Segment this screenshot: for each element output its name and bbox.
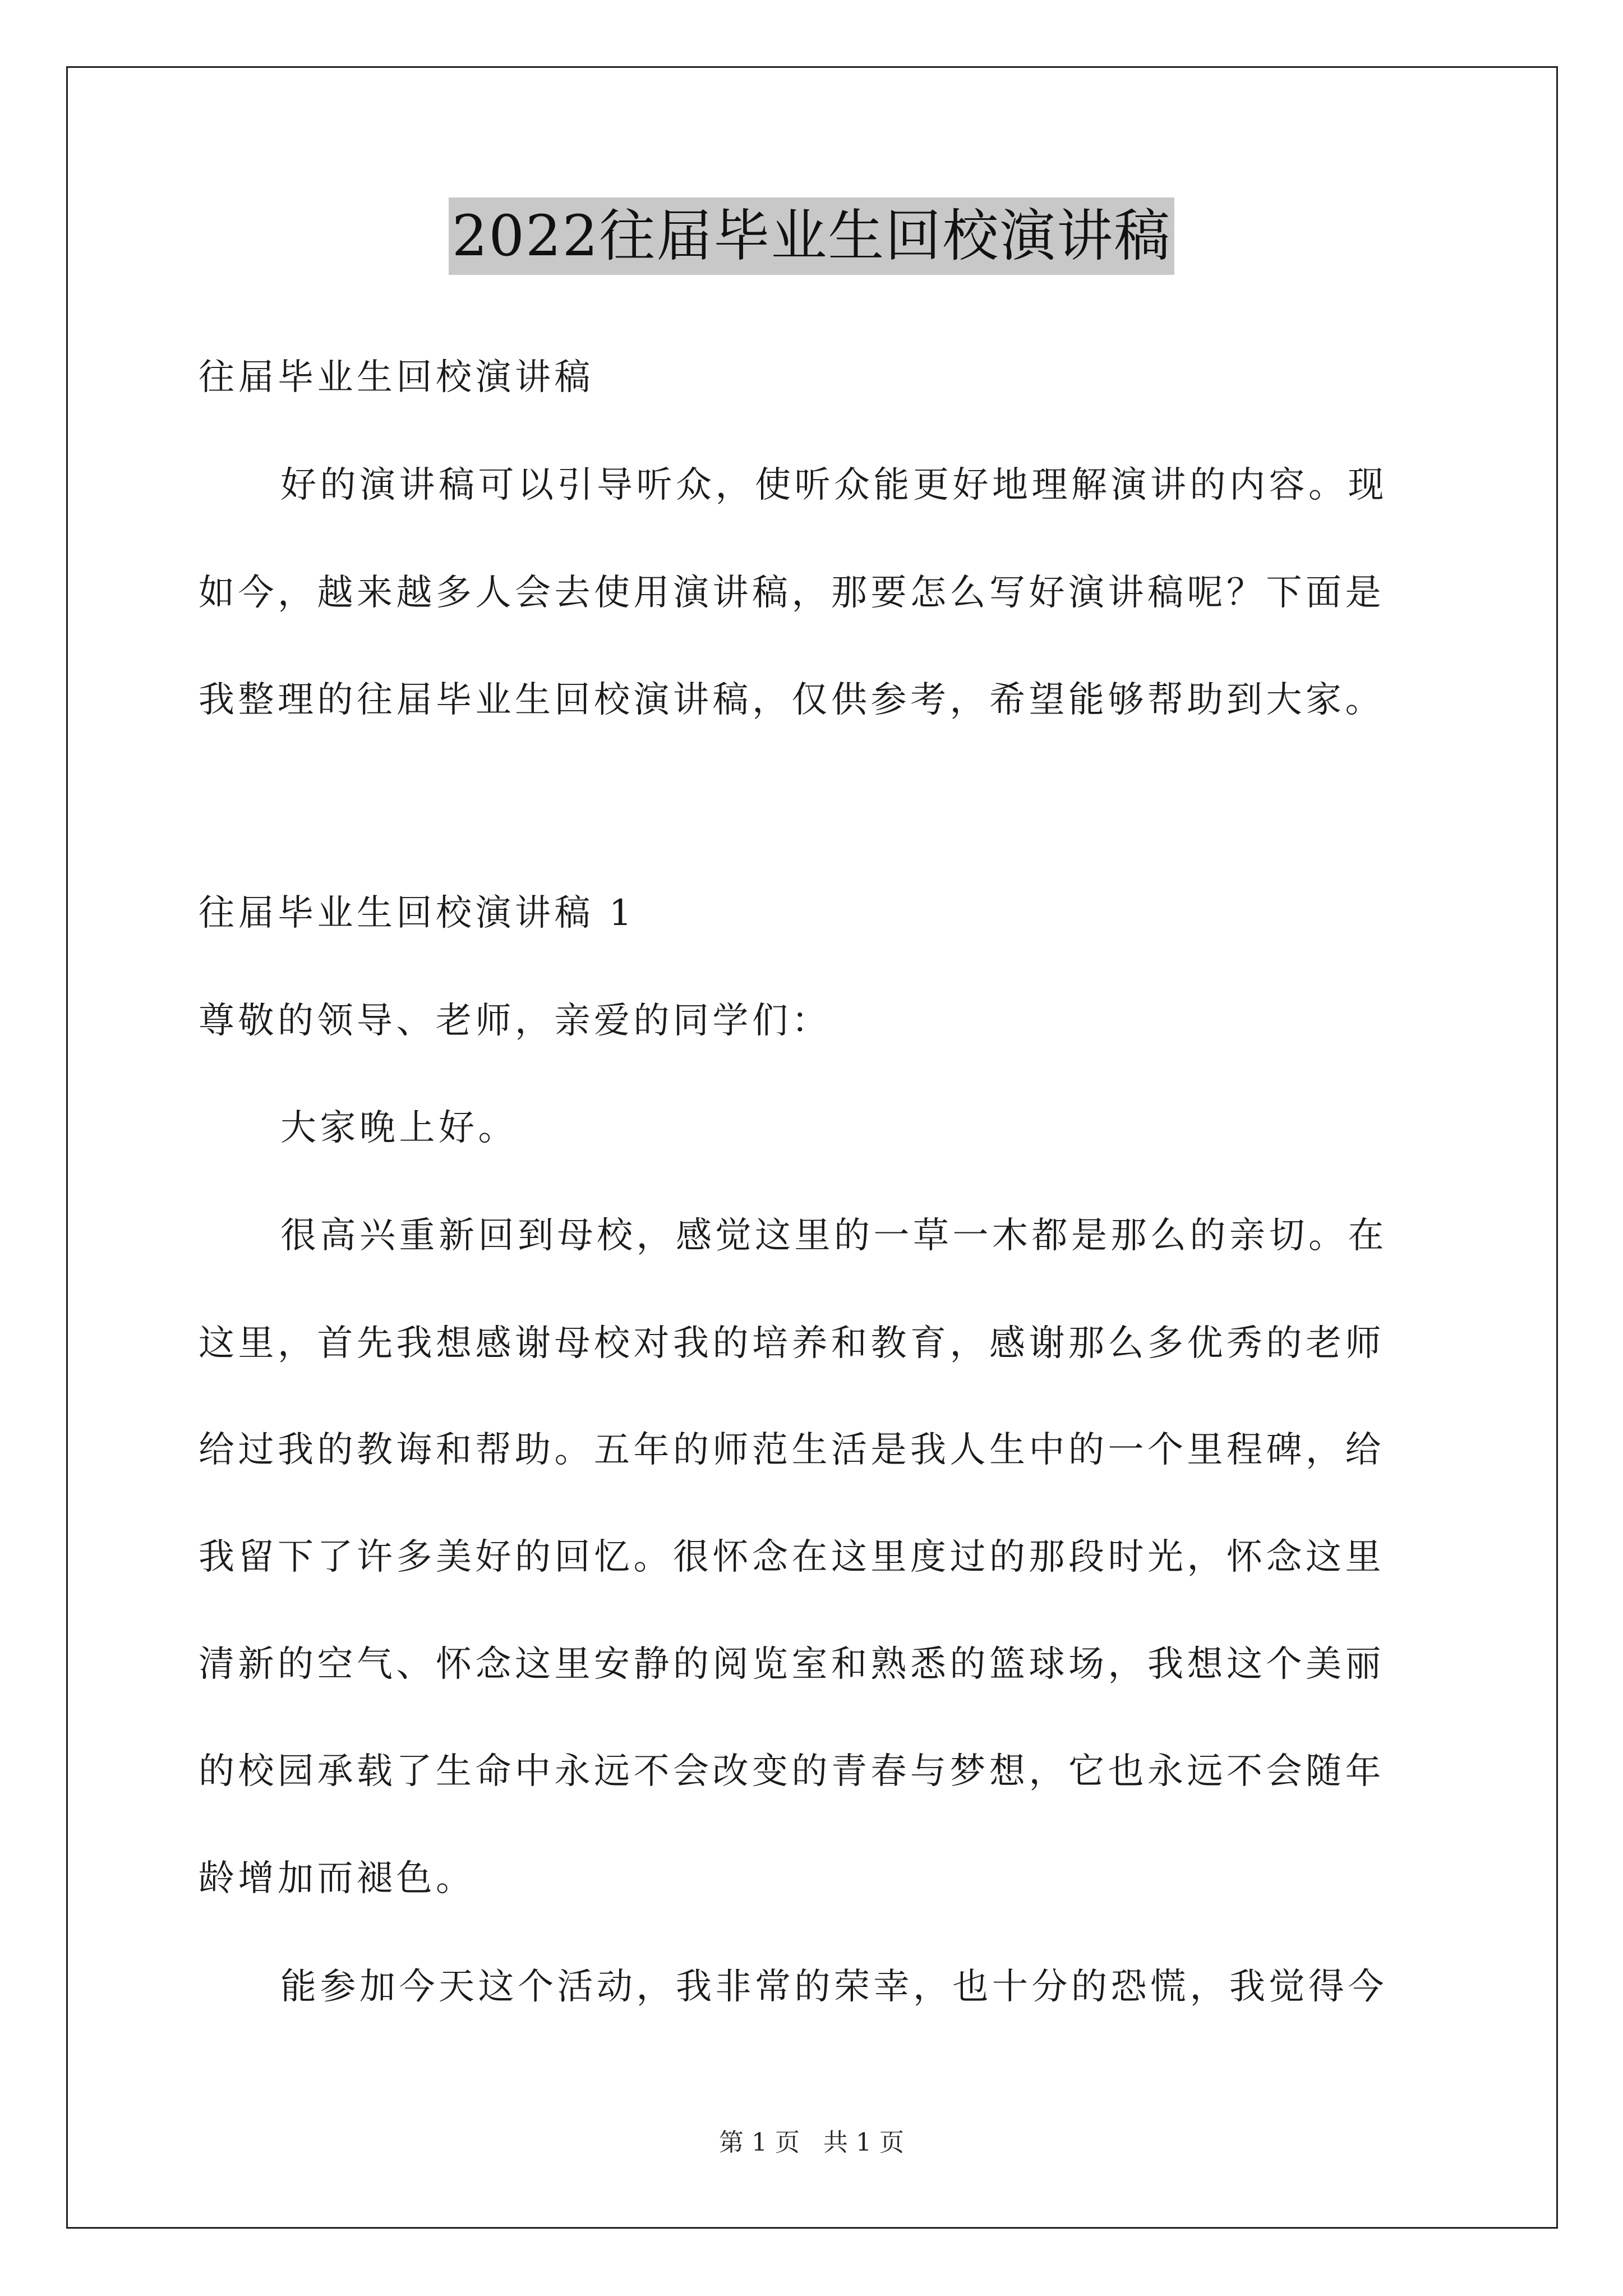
paragraph-line: 清新的空气、怀念这里安静的阅览室和熟悉的篮球场，我想这个美丽 bbox=[199, 1644, 1385, 1685]
salutation: 尊敬的领导、老师，亲爱的同学们： bbox=[199, 1000, 831, 1042]
page-footer bbox=[0, 2126, 1623, 2160]
page-total: 共 1 页 bbox=[823, 2128, 904, 2157]
paragraph-line: 龄增加而褪色。 bbox=[199, 1858, 476, 1899]
greeting: 大家晚上好。 bbox=[280, 1107, 518, 1149]
paragraph-line: 我留下了许多美好的回忆。很怀念在这里度过的那段时光，怀念这里 bbox=[199, 1536, 1385, 1578]
paragraph-line: 给过我的教诲和帮助。五年的师范生活是我人生中的一个里程碑，给 bbox=[199, 1429, 1385, 1471]
paragraph-line: 很高兴重新回到母校，感觉这里的一草一木都是那么的亲切。在 bbox=[280, 1215, 1387, 1257]
intro-line: 如今，越来越多人会去使用演讲稿，那要怎么写好演讲稿呢？下面是 bbox=[199, 572, 1385, 614]
title-container bbox=[0, 197, 1623, 275]
paragraph-line: 能参加今天这个活动，我非常的荣幸，也十分的恐慌，我觉得今 bbox=[280, 1966, 1387, 2008]
paragraph-line: 的校园承载了生命中永远不会改变的青春与梦想，它也永远不会随年 bbox=[199, 1751, 1385, 1792]
intro-line: 好的演讲稿可以引导听众，使听众能更好地理解演讲的内容。现 bbox=[280, 464, 1387, 506]
page-number: 第 1 页 bbox=[719, 2128, 800, 2157]
page-title: 2022往届毕业生回校演讲稿 bbox=[449, 197, 1175, 275]
intro-line: 我整理的往届毕业生回校演讲稿，仅供参考，希望能够帮助到大家。 bbox=[199, 679, 1385, 721]
section-heading: 往届毕业生回校演讲稿 1 bbox=[199, 892, 636, 934]
subtitle: 往届毕业生回校演讲稿 bbox=[199, 357, 594, 398]
paragraph-line: 这里，首先我想感谢母校对我的培养和教育，感谢那么多优秀的老师 bbox=[199, 1323, 1385, 1364]
